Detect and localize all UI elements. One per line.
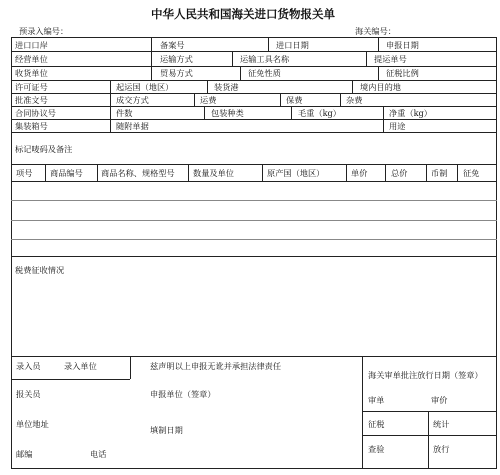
tax-situation-label: 税费征收情况 <box>15 265 65 275</box>
record-no-label: 备案号 <box>160 40 185 50</box>
column-divider <box>346 164 347 181</box>
column-divider <box>428 411 429 469</box>
row-divider <box>11 119 497 120</box>
phone-label: 电话 <box>90 449 107 459</box>
customs-approval-label: 海关审单批注放行日期（签章） <box>368 370 483 380</box>
row-divider <box>11 106 497 107</box>
review-label: 审单 <box>368 395 385 405</box>
goods-header-exemption: 征免 <box>463 168 480 178</box>
origin-country-label: 起运国（地区） <box>116 82 174 92</box>
column-divider <box>207 80 208 93</box>
row-divider <box>11 80 497 81</box>
goods-header-unit-price: 单价 <box>351 168 368 178</box>
goods-header-total-price: 总价 <box>391 168 408 178</box>
pricing-label: 审价 <box>431 395 448 405</box>
freight-label: 运费 <box>200 95 217 105</box>
column-divider <box>352 80 353 93</box>
goods-row-divider <box>11 220 497 221</box>
deal-mode-label: 成交方式 <box>116 95 149 105</box>
transport-mode-label: 运输方式 <box>160 54 193 64</box>
column-divider <box>385 164 386 181</box>
row-divider <box>362 411 497 412</box>
column-divider <box>378 66 379 80</box>
column-divider <box>240 66 241 80</box>
import-date-label: 进口日期 <box>276 40 309 50</box>
row-divider <box>11 256 497 257</box>
statistics-label: 统计 <box>433 419 450 429</box>
customs-declarant-label: 报关员 <box>16 389 41 399</box>
column-divider <box>204 106 205 119</box>
column-divider <box>457 164 458 181</box>
column-divider <box>97 164 98 181</box>
goods-header-commodity-code: 商品编号 <box>50 168 83 178</box>
bill-no-label: 提运单号 <box>374 54 407 64</box>
declare-date-label: 申报日期 <box>386 40 419 50</box>
column-divider <box>426 164 427 181</box>
declaration-form-frame <box>11 37 497 469</box>
row-divider <box>362 435 497 436</box>
column-divider <box>383 119 384 132</box>
row-divider <box>11 181 497 182</box>
goods-header-quantity-unit: 数量及单位 <box>193 168 234 178</box>
column-divider <box>340 93 341 106</box>
goods-header-item-no: 项号 <box>16 168 33 178</box>
insurance-label: 保费 <box>286 95 303 105</box>
transport-tool-label: 运输工具名称 <box>240 54 290 64</box>
net-weight-label: 净重（kg） <box>389 108 432 118</box>
marks-remarks-label: 标记唛码及备注 <box>15 144 73 154</box>
trade-mode-label: 贸易方式 <box>160 68 193 78</box>
declaring-unit-label: 申报单位（签章） <box>150 389 216 399</box>
goods-row-divider <box>11 239 497 240</box>
pre-entry-no-label: 预录入编号： <box>19 26 69 36</box>
operating-unit-label: 经营单位 <box>15 54 48 64</box>
row-divider <box>11 164 497 165</box>
attached-docs-label: 随附单据 <box>116 121 149 131</box>
goods-header-currency: 币制 <box>431 168 448 178</box>
column-divider <box>291 106 292 119</box>
pieces-label: 件数 <box>116 108 133 118</box>
license-no-label: 许可证号 <box>15 82 48 92</box>
goods-header-origin: 原产国（地区） <box>267 168 325 178</box>
container-no-label: 集装箱号 <box>15 121 48 131</box>
misc-fee-label: 杂费 <box>346 95 363 105</box>
column-divider <box>130 356 131 379</box>
contract-no-label: 合同协议号 <box>15 108 56 118</box>
goods-header-name-spec: 商品名称、规格型号 <box>101 168 175 178</box>
row-divider <box>11 66 497 67</box>
tax-ratio-label: 征税比例 <box>386 68 419 78</box>
form-title: 中华人民共和国海关进口货物报关单 <box>151 7 335 21</box>
fill-date-label: 填制日期 <box>150 425 183 435</box>
column-divider <box>280 93 281 106</box>
declaration-statement: 兹声明以上申报无讹并承担法律责任 <box>150 361 282 371</box>
receiving-unit-label: 收货单位 <box>15 68 48 78</box>
purpose-label: 用途 <box>389 121 406 131</box>
gross-weight-label: 毛重（kg） <box>298 108 341 118</box>
row-divider <box>11 51 497 52</box>
loading-port-label: 装货港 <box>214 82 239 92</box>
exemption-nature-label: 征免性质 <box>248 68 281 78</box>
inspection-label: 查验 <box>368 444 385 454</box>
entry-clerk-label: 录入员 <box>16 361 41 371</box>
row-divider <box>11 356 497 357</box>
postcode-label: 邮编 <box>16 449 33 459</box>
import-port-label: 进口口岸 <box>15 40 48 50</box>
column-divider <box>262 164 263 181</box>
column-divider <box>194 93 195 106</box>
column-divider <box>188 164 189 181</box>
column-divider <box>151 37 152 80</box>
release-label: 放行 <box>433 444 450 454</box>
entry-unit-label: 录入单位 <box>64 361 97 371</box>
row-divider <box>11 132 497 133</box>
unit-address-label: 单位地址 <box>16 419 49 429</box>
column-divider <box>383 106 384 119</box>
column-divider <box>366 51 367 66</box>
column-divider <box>110 80 111 132</box>
column-divider <box>362 356 363 469</box>
package-type-label: 包装种类 <box>211 108 244 118</box>
row-divider <box>11 93 497 94</box>
approval-no-label: 批准文号 <box>15 95 48 105</box>
destination-label: 境内目的地 <box>360 82 401 92</box>
column-divider <box>45 164 46 181</box>
column-divider <box>378 37 379 51</box>
goods-row-divider <box>11 200 497 201</box>
row-divider <box>11 379 130 380</box>
column-divider <box>232 51 233 66</box>
column-divider <box>268 37 269 51</box>
levy-label: 征税 <box>368 419 385 429</box>
customs-no-label: 海关编号： <box>355 26 396 36</box>
